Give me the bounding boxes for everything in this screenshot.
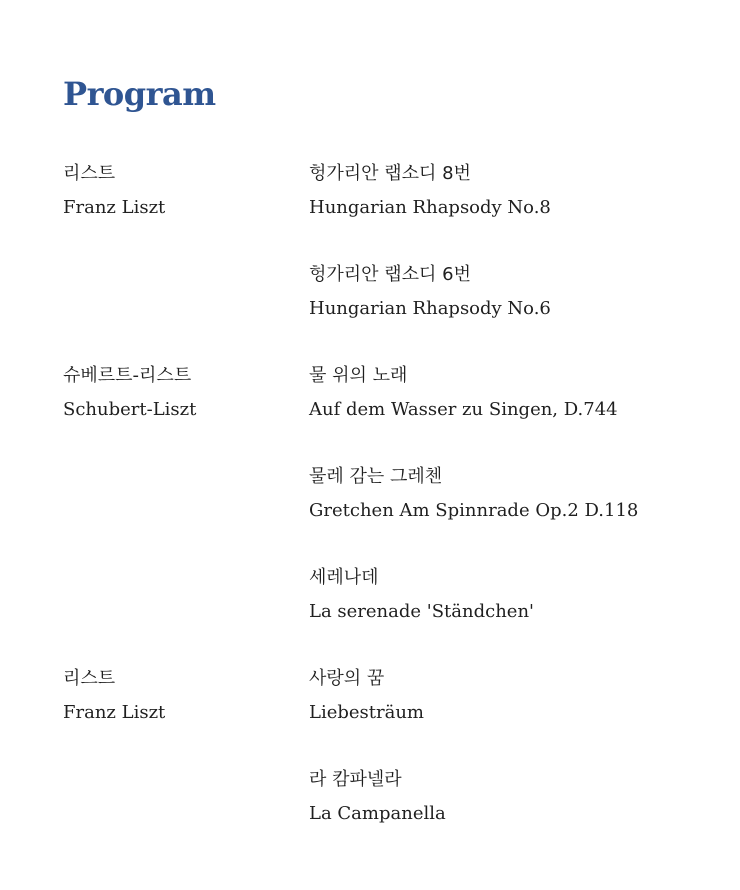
piece-title-korean: 사랑의 꿈 [309, 668, 385, 689]
composer [63, 157, 309, 359]
piece-item [309, 157, 703, 225]
program-group [63, 662, 703, 831]
piece-list [309, 359, 703, 662]
piece-title-english: Hungarian Rhapsody No.6 [309, 298, 551, 319]
piece-list [309, 662, 703, 831]
piece-title-english: La serenade 'Ständchen' [309, 601, 534, 622]
piece-title-korean: 라 캄파넬라 [309, 769, 402, 790]
piece-item [309, 662, 703, 730]
piece-title-korean: 물레 감는 그레첸 [309, 466, 443, 487]
piece-item [309, 460, 703, 528]
piece-title-english: Hungarian Rhapsody No.8 [309, 197, 551, 218]
composer-name-english: Franz Liszt [63, 702, 166, 723]
piece-title-korean: 물 위의 노래 [309, 365, 408, 386]
program-list [63, 157, 703, 831]
piece-title-english: Gretchen Am Spinnrade Op.2 D.118 [309, 500, 639, 521]
composer-name-english: Franz Liszt [63, 197, 166, 218]
page-title: Program [63, 75, 216, 113]
piece-list [309, 157, 703, 359]
piece-item [309, 561, 703, 629]
piece-title-korean: 헝가리안 랩소디 8번 [309, 163, 471, 184]
piece-title-english: Auf dem Wasser zu Singen, D.744 [309, 399, 618, 420]
piece-item [309, 359, 703, 427]
program-group [63, 157, 703, 359]
piece-item [309, 763, 703, 831]
composer [63, 359, 309, 662]
piece-title-korean: 세레나데 [309, 567, 379, 588]
program-group [63, 359, 703, 662]
piece-title-english: La Campanella [309, 803, 446, 824]
piece-title-korean: 헝가리안 랩소디 6번 [309, 264, 471, 285]
composer-name-korean: 슈베르트-리스트 [63, 365, 192, 386]
composer-name-korean: 리스트 [63, 668, 116, 689]
composer-name-english: Schubert-Liszt [63, 399, 197, 420]
composer-name-korean: 리스트 [63, 163, 116, 184]
piece-title-english: Liebesträum [309, 702, 425, 723]
piece-item [309, 258, 703, 326]
composer [63, 662, 309, 831]
